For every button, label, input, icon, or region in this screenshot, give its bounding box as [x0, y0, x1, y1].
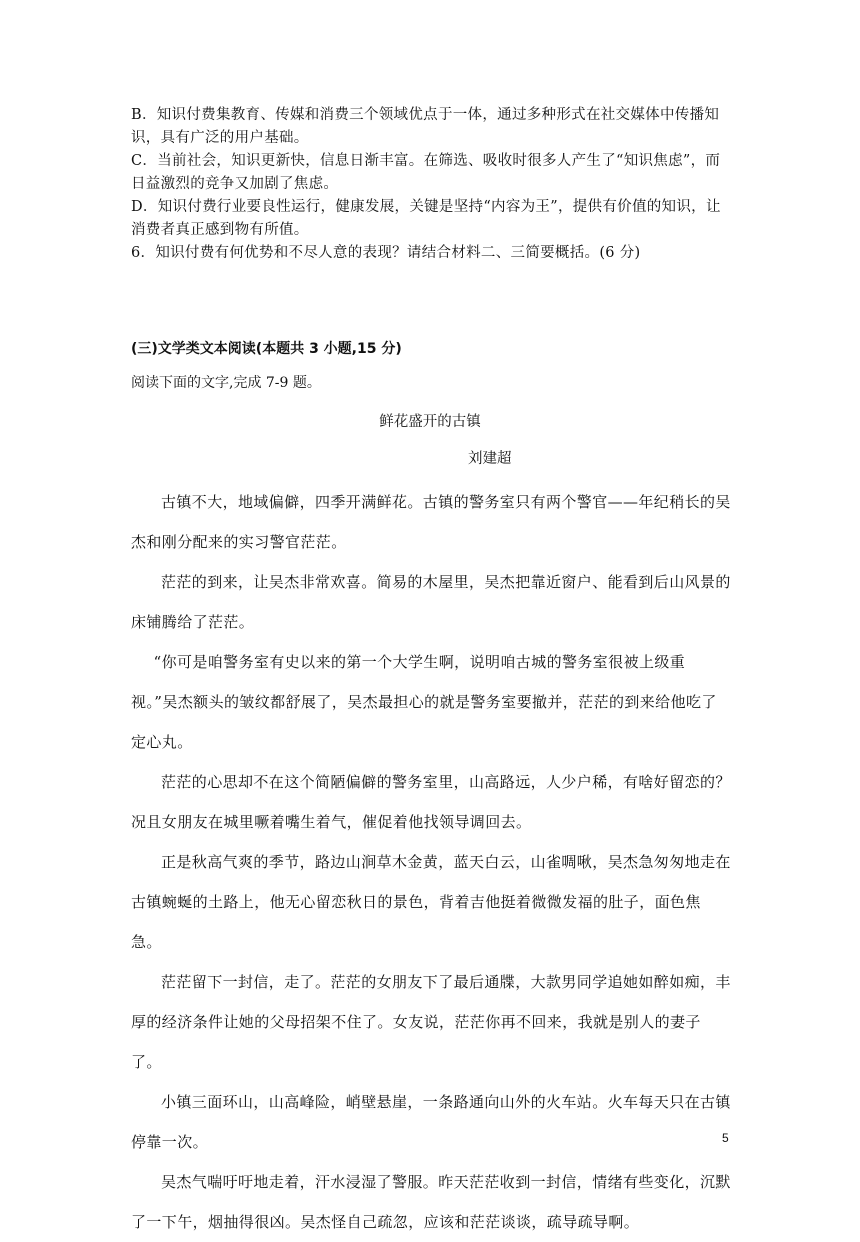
story-paragraph: “你可是咱警务室有史以来的第一个大学生啊，说明咱古城的警务室很被上级重视。”吴杰额头的皱纹都舒展了，吴杰最担心的就是警务室要撤并，茫茫的到来给他吃了定心丸。 [131, 653, 717, 751]
story-paragraph: 小镇三面环山，山高峰险，峭壁悬崖，一条路通向山外的火车站。火车每天只在古镇停靠一次。 [131, 1093, 731, 1151]
section-heading: (三)文学类文本阅读(本题共 3 小题,15 分) [131, 341, 402, 357]
story-paragraph: 茫茫留下一封信，走了。茫茫的女朋友下了最后通牒，大款男同学追她如醉如痴，丰厚的经济条件让她的父母招架不住了。女友说，茫茫你再不回来，我就是别人的妻子了。 [131, 973, 731, 1071]
story-paragraph: 吴杰气喘吁吁地走着，汗水浸湿了警服。昨天茫茫收到一封信，情绪有些变化，沉默了一下午，烟抽得很凶。吴杰怪自己疏忽，应该和茫茫谈谈，疏导疏导啊。 [131, 1173, 731, 1231]
story-paragraph: 古镇不大，地域偏僻，四季开满鲜花。古镇的警务室只有两个警官——年纪稍长的吴杰和刚分配来的实习警官茫茫。 [131, 493, 731, 551]
option-b: B．知识付费集教育、传媒和消费三个领域优点于一体，通过多种形式在社交媒体中传播知识，具有广泛的用户基础。 [131, 107, 720, 146]
story-author: 刘建超 [468, 451, 512, 467]
story-title: 鲜花盛开的古镇 [379, 414, 481, 430]
story-body [131, 482, 731, 1242]
story-paragraph: 茫茫的到来，让吴杰非常欢喜。简易的木屋里，吴杰把靠近窗户、能看到后山风景的床铺腾给了茫茫。 [131, 573, 731, 631]
option-c: C．当前社会，知识更新快，信息日渐丰富。在筛选、吸收时很多人产生了“知识焦虑”，而日益激烈的竞争又加剧了焦虑。 [131, 153, 721, 192]
story-paragraph: 茫茫的心思却不在这个简陋偏僻的警务室里，山高路远，人少户稀，有啥好留恋的？况且女朋友在城里噘着嘴生着气，催促着他找领导调回去。 [131, 773, 731, 831]
story-paragraph: 正是秋高气爽的季节，路边山涧草木金黄，蓝天白云，山雀啁啾，吴杰急匆匆地走在古镇蜿蜒的土路上，他无心留恋秋日的景色，背着吉他挺着微微发福的肚子，面色焦急。 [131, 853, 731, 951]
section-instruction: 阅读下面的文字,完成 7-9 题。 [131, 375, 321, 391]
question-6: 6．知识付费有何优势和不尽人意的表现？请结合材料二、三简要概括。(6 分) [131, 245, 641, 261]
option-d: D．知识付费行业要良性运行，健康发展，关键是坚持“内容为王”，提供有价值的知识，让消费者真正感到物有所值。 [131, 199, 721, 238]
page-number: 5 [722, 1131, 729, 1145]
